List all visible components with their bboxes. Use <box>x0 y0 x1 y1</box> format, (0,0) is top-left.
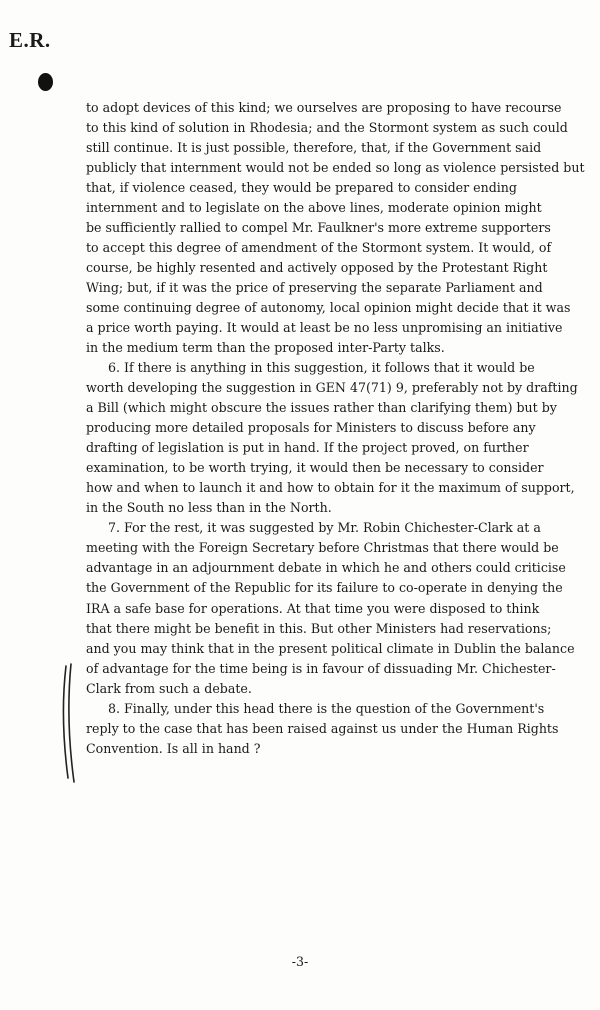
text-line: Wing; but, if it was the price of preserving the separate Parliament and <box>86 280 543 296</box>
text-line: course, be highly resented and actively opposed by the Protestant Right <box>86 260 548 276</box>
text-line: Clark from such a debate. <box>86 680 252 696</box>
text-line: a price worth paying. It would at least be no less unpromising an initiative <box>86 320 563 336</box>
text-line: of advantage for the time being is in favour of dissuading Mr. Chichester- <box>86 660 556 676</box>
text-line: worth developing the suggestion in GEN 47(71) 9, preferably not by drafting <box>86 380 578 396</box>
text-line: reply to the case that has been raised against us under the Human Rights <box>86 720 559 736</box>
text-line: meeting with the Foreign Secretary before Christmas that there would be <box>86 540 559 556</box>
margin-bracket-line-2 <box>69 664 74 782</box>
text-line: still continue. It is just possible, therefore, that, if the Government said <box>86 140 542 156</box>
text-line: to adopt devices of this kind; we ourselves are proposing to have recourse <box>86 100 562 115</box>
initials-mark: E.R. <box>9 28 51 52</box>
punch-hole <box>38 73 53 91</box>
text-line: Convention. Is all in hand ? <box>86 740 261 756</box>
text-line: drafting of legislation is put in hand. If the project proved, on further <box>86 440 529 456</box>
text-line: internment and to legislate on the above lines, moderate opinion might <box>86 200 542 216</box>
margin-bracket-line-1 <box>64 666 68 778</box>
text-line: that there might be benefit in this. But other Ministers had reservations; <box>86 620 552 636</box>
text-line: in the South no less than in the North. <box>86 500 332 516</box>
paragraph-8-start: 8. Finally, under this head there is the question of the Government's <box>108 700 545 716</box>
text-line: examination, to be worth trying, it would then be necessary to consider <box>86 460 544 476</box>
text-line: publicly that internment would not be ended so long as violence persisted but <box>86 160 585 176</box>
text-line: be sufficiently rallied to compel Mr. Faulkner's more extreme supporters <box>86 220 551 236</box>
text-line: IRA a safe base for operations. At that time you were disposed to think <box>86 600 540 616</box>
paragraph-6-start: 6. If there is anything in this suggestion, it follows that it would be <box>108 360 535 376</box>
paragraph-7-start: 7. For the rest, it was suggested by Mr. Robin Chichester-Clark at a <box>108 520 541 536</box>
text-line: producing more detailed proposals for Ministers to discuss before any <box>86 420 536 436</box>
text-line: in the medium term than the proposed inter-Party talks. <box>86 340 445 356</box>
text-line: a Bill (which might obscure the issues rather than clarifying them) but by <box>86 400 557 416</box>
text-line: and you may think that in the present political climate in Dublin the balance <box>86 640 575 656</box>
text-line: some continuing degree of autonomy, local opinion might decide that it was <box>86 300 571 316</box>
text-line: to accept this degree of amendment of the Stormont system. It would, of <box>86 240 552 256</box>
text-line: that, if violence ceased, they would be prepared to consider ending <box>86 180 517 196</box>
page-number: -3- <box>291 954 309 969</box>
text-line: the Government of the Republic for its failure to co-operate in denying the <box>86 580 563 596</box>
text-line: how and when to launch it and how to obtain for it the maximum of support, <box>86 480 575 496</box>
text-line: advantage in an adjournment debate in which he and others could criticise <box>86 560 566 576</box>
text-line: to this kind of solution in Rhodesia; and the Stormont system as such could <box>86 120 568 136</box>
